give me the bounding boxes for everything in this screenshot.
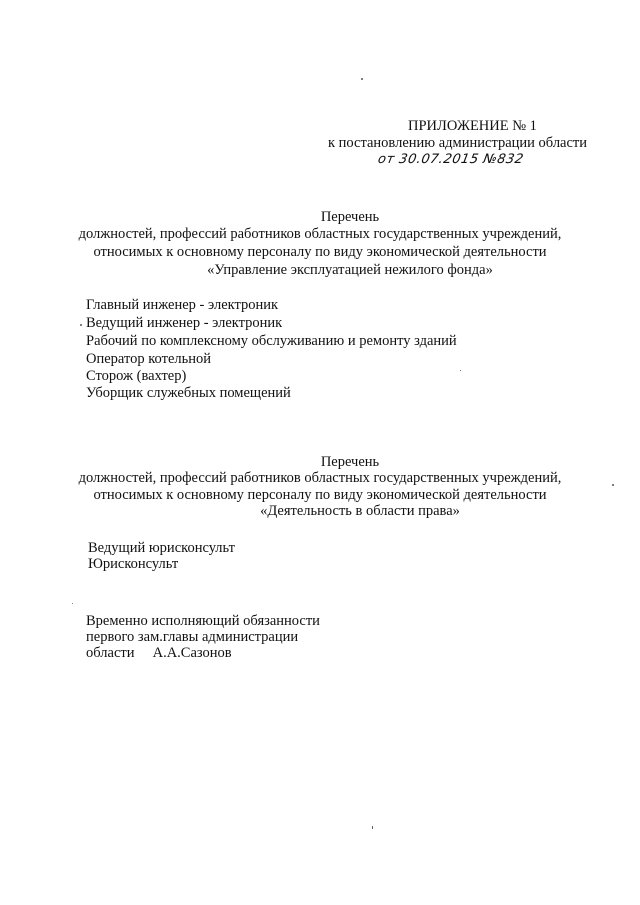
handwritten-date: от 30.07.2015 №832 [376, 152, 525, 167]
signature-line: первого зам.главы администрации [86, 629, 299, 645]
list-title: Перечень [320, 209, 380, 225]
list-item: Юрисконсульт [88, 556, 179, 572]
scan-speck [72, 603, 73, 604]
scan-speck [372, 826, 373, 829]
scan-speck [80, 324, 82, 326]
list-item: Уборщик служебных помещений [86, 385, 291, 401]
list-item: Сторож (вахтер) [86, 368, 187, 384]
list-subtitle-line: относимых к основному персоналу по виду экономической деятельности [93, 487, 547, 503]
list-subtitle-line: должностей, профессий работников областных государственных учреждений, [78, 470, 562, 486]
appendix-title: ПРИЛОЖЕНИЕ № 1 [408, 118, 537, 134]
list-item: Ведущий юрисконсульт [88, 540, 235, 556]
list-item: Рабочий по комплексному обслуживанию и ремонту зданий [86, 333, 457, 349]
list-subtitle-line: «Деятельность в области права» [260, 503, 460, 519]
list-item: Оператор котельной [86, 351, 212, 367]
list-item: Ведущий инженер - электроник [86, 315, 283, 331]
list-title: Перечень [320, 454, 380, 470]
signature-line: Временно исполняющий обязанности [86, 613, 320, 629]
scan-speck [460, 370, 461, 371]
scan-speck [361, 78, 363, 80]
list-subtitle-line: «Управление эксплуатацией нежилого фонда» [207, 262, 493, 278]
scan-speck [612, 484, 614, 486]
list-item: Главный инженер - электроник [86, 297, 279, 313]
signature-line: области А.А.Сазонов [86, 645, 232, 661]
list-subtitle-line: относимых к основному персоналу по виду экономической деятельности [93, 244, 547, 260]
appendix-subtitle: к постановлению администрации области [328, 135, 588, 151]
list-subtitle-line: должностей, профессий работников областных государственных учреждений, [78, 226, 562, 242]
